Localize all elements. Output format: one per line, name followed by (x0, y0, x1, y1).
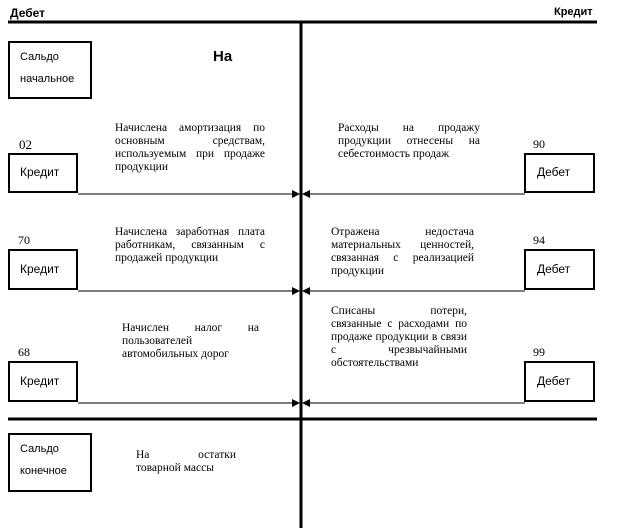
debit-entry-text-2: Начислена заработная плата работникам, связанным с продажей продукции (115, 226, 265, 264)
debit-account-number-2: 70 (18, 233, 30, 247)
closing-balance-value: На остатки товарной массы (136, 449, 236, 474)
opening-balance-box (8, 41, 92, 99)
debit-box-label-2: Кредит (20, 262, 60, 276)
credit-entry-text-1: Расходы на продажу продукции отнесены на себестоимость продаж (338, 122, 480, 160)
credit-box-label-3: Дебет (537, 374, 571, 388)
closing-balance-label-line1: Сальдо (20, 443, 59, 455)
debit-entry-text-1: Начислена амортизация по основным средствам, используемым при продаже продукции (115, 122, 265, 173)
credit-account-box-2 (524, 249, 595, 290)
credit-entry-text-2: Отражена недостача материальных ценностей, связанная с реализацией продукции (331, 226, 474, 277)
debit-box-label-1: Кредит (20, 165, 60, 179)
opening-balance-label-line1: Сальдо (20, 51, 59, 63)
debit-account-box-1 (8, 153, 78, 193)
opening-balance-value: На (213, 48, 233, 65)
credit-box-label-2: Дебет (537, 262, 571, 276)
debit-account-number-3: 68 (18, 345, 30, 359)
credit-box-label-1: Дебет (537, 165, 571, 179)
credit-account-number-1: 90 (533, 137, 545, 151)
credit-header: Кредит (554, 6, 593, 18)
debit-entry-text-3: Начислен налог на пользователей автомобильных дорог (122, 322, 259, 360)
closing-balance-box (8, 433, 92, 492)
debit-header: Дебет (10, 6, 46, 20)
credit-account-box-3 (524, 361, 595, 402)
credit-account-number-2: 94 (533, 233, 545, 247)
debit-account-number-1: 02 (19, 137, 32, 152)
credit-entry-text-3: Списаны потери, связанные с расходами по продаже продукции в связи с чрезвычайными обстоятельствами (331, 305, 467, 369)
debit-account-box-3 (8, 361, 78, 402)
debit-account-box-2 (8, 249, 78, 290)
debit-box-label-3: Кредит (20, 374, 60, 388)
credit-account-number-3: 99 (533, 345, 545, 359)
closing-balance-label-line2: конечное (20, 465, 67, 477)
credit-account-box-1 (524, 153, 595, 193)
opening-balance-label-line2: начальное (20, 73, 75, 85)
